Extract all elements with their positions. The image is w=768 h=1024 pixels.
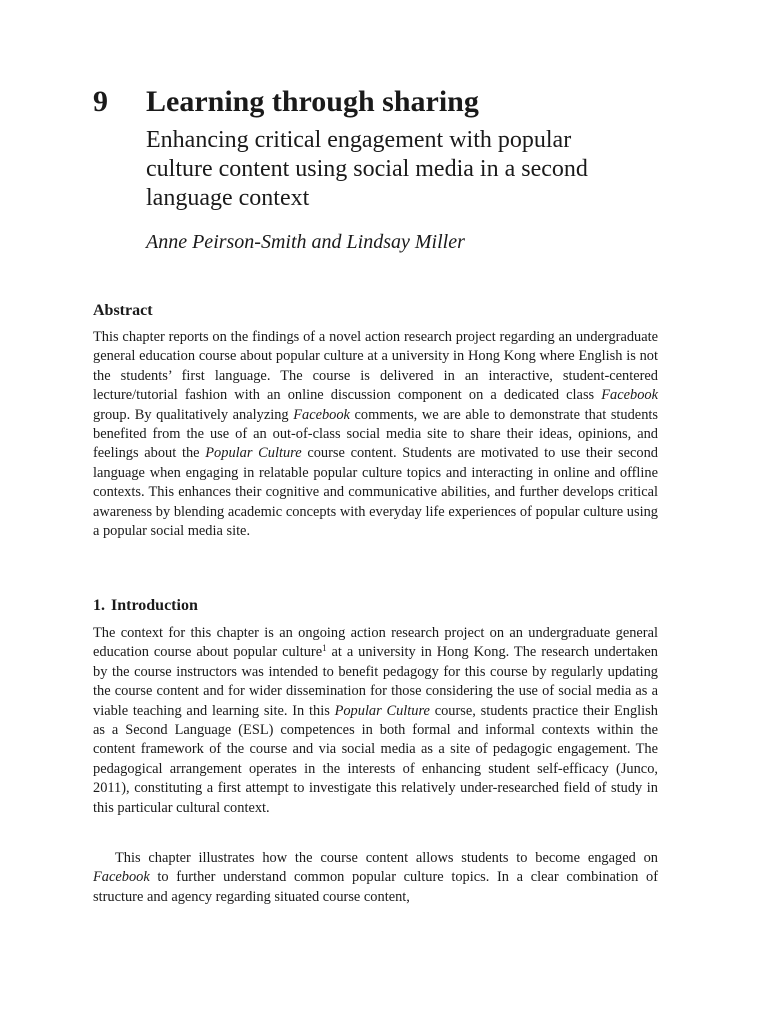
introduction-number: 1.: [93, 597, 105, 614]
chapter-title: Learning through sharing: [146, 85, 479, 118]
footnote-marker[interactable]: 1: [322, 643, 327, 654]
intro-p2-text-1: This chapter illustrates how the course content allows students to become engaged on: [115, 850, 658, 866]
abstract-text-4: course content. Students are motivated to use their second language when engaging in relatable popular culture topics and interacting in online and offline contexts. This enhances their cognitive and communicative abilities, and further develops critical awareness by blending academic concepts with everyday life experiences of popular culture using a popular social media site.: [93, 445, 658, 540]
introduction-title: Introduction: [111, 597, 198, 614]
introduction-heading: [93, 596, 198, 616]
intro-p1-text-2: at a university in Hong Kong. The research undertaken by the course instructors was intended to benefit pedagogy for this course by regularly updating the course content and for wider dissemination for those considering the use of social media as a viable teaching and learning site. In this: [93, 644, 658, 719]
intro-facebook: Facebook: [93, 869, 150, 886]
introduction-paragraph-2: [93, 849, 658, 907]
intro-p1-text-3: course, students practice their English as a Second Language (ESL) competences in both formal and informal contexts within the content framework of the course and via social media as a site of pedagogic engagement. The pedagogical arrangement operates in the interests of enhancing student self-efficacy (Junco, 2011), constituting a first attempt to investigate this relatively under-researched field of study in this particular cultural context.: [93, 702, 658, 816]
abstract-text-1: This chapter reports on the findings of a novel action research project regarding an undergraduate general education course about popular culture at a university in Hong Kong where English is not the students’ first language. The course is delivered in an interactive, student-centered lecture/tutorial fashion with an online discussion component on a dedicated class: [93, 329, 658, 404]
abstract-facebook-1: Facebook: [601, 387, 658, 404]
chapter-subtitle: Enhancing critical engagement with popular culture content using social media in a second language context: [146, 127, 588, 211]
abstract-paragraph: [93, 328, 658, 541]
intro-p2-text-2: to further understand common popular culture topics. In a clear combination of structure and agency regarding situated course content,: [93, 869, 658, 905]
abstract-facebook-2: Facebook: [293, 406, 350, 423]
chapter-number: 9: [93, 85, 108, 118]
introduction-paragraph-1: [93, 624, 658, 818]
abstract-text-2: group. By qualitatively analyzing: [93, 406, 294, 423]
abstract-text-3: comments, we are able to demonstrate that students benefited from the use of an out-of-class social media site to share their ideas, opinions, and feelings about the: [93, 406, 658, 462]
intro-p1-text-1: The context for this chapter is an ongoing action research project on an undergraduate general education course about popular culture: [93, 625, 658, 661]
intro-popular-culture: Popular Culture: [334, 702, 430, 719]
chapter-authors: Anne Peirson-Smith and Lindsay Miller: [146, 231, 465, 253]
abstract-heading: Abstract: [93, 302, 153, 319]
abstract-popular-culture: Popular Culture: [205, 445, 302, 462]
